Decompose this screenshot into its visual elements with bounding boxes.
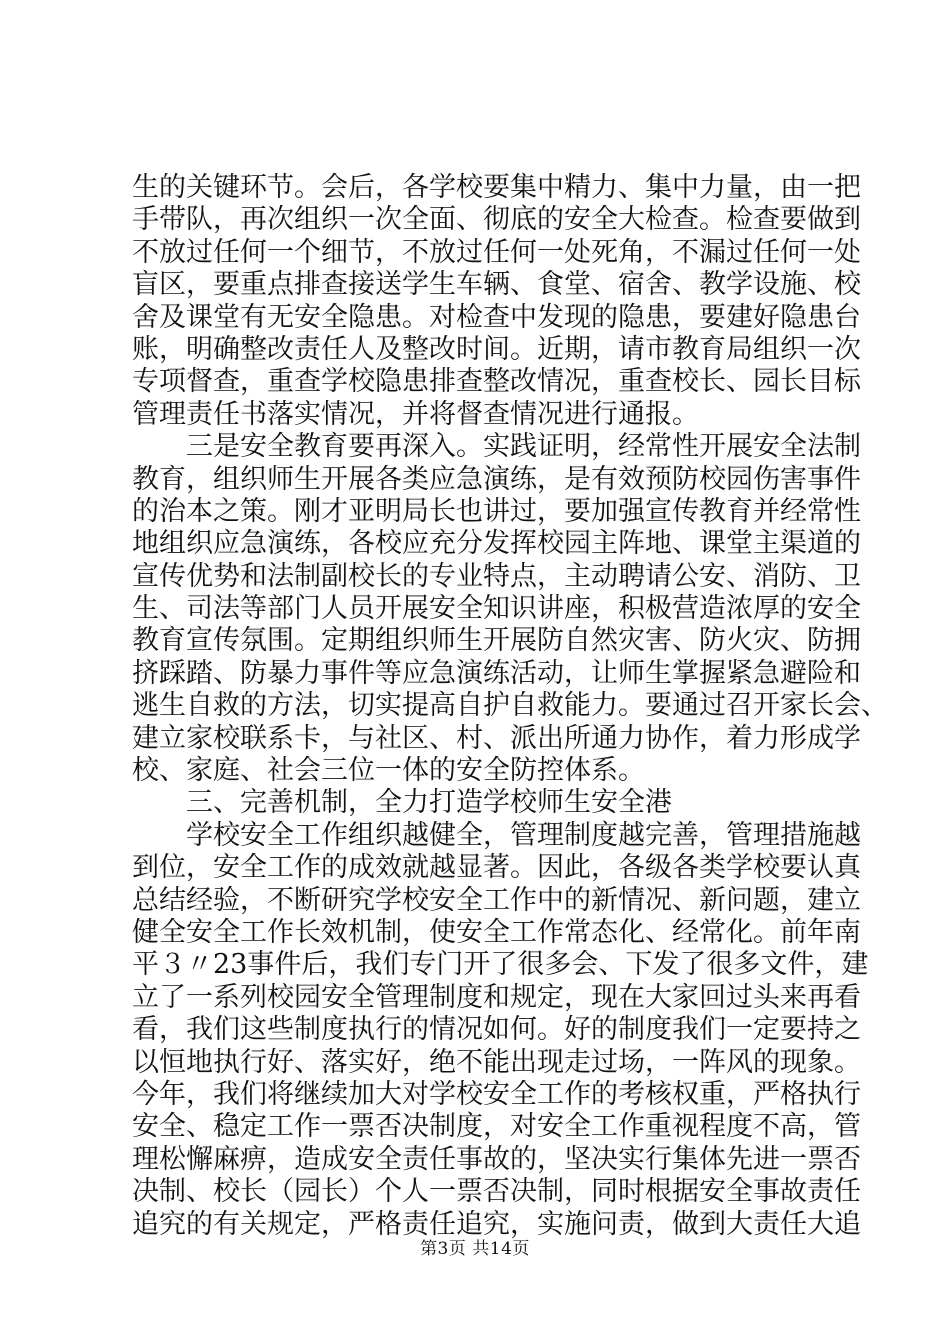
text-line: 挤踩踏、防暴力事件等应急演练活动，让师生掌握紧急避险和: [132, 657, 861, 689]
text-line: 到位，安全工作的成效就越显著。因此，各级各类学校要认真: [132, 852, 861, 884]
text-line: 生的关键环节。会后，各学校要集中精力、集中力量，由一把: [132, 172, 861, 203]
text-line: 平３〃23事件后，我们专门开了很多会、下发了很多文件，建: [132, 949, 869, 981]
text-line: 不放过任何一个细节，不放过任何一处死角，不漏过任何一处: [132, 236, 861, 268]
text-line: 专项督查，重查学校隐患排查整改情况，重查校长、园长目标: [132, 366, 861, 398]
text-line: 教育，组织师生开展各类应急演练，是有效预防校园伤害事件: [132, 463, 861, 495]
text-line: 决制、校长（园长）个人一票否决制，同时根据安全事故责任: [132, 1176, 861, 1208]
text-line: 健全安全工作长效机制，使安全工作常态化、经常化。前年南: [132, 916, 861, 948]
text-line: 舍及课堂有无安全隐患。对检查中发现的隐患，要建好隐患台: [132, 301, 861, 333]
page-footer: 第3页 共14页: [420, 1239, 530, 1259]
text-line: 三、完善机制，全力打造学校师生安全港: [132, 787, 672, 819]
text-line: 的治本之策。刚才亚明局长也讲过，要加强宣传教育并经常性: [132, 495, 861, 527]
document-body: [132, 172, 888, 1241]
text-line: 建立家校联系卡，与社区、村、派出所通力协作，着力形成学: [132, 722, 861, 754]
text-line: 追究的有关规定，严格责任追究，实施问责，做到大责任大追: [132, 1208, 861, 1240]
text-line: 手带队，再次组织一次全面、彻底的安全大检查。检查要做到: [132, 204, 861, 236]
text-line: 看，我们这些制度执行的情况如何。好的制度我们一定要持之: [132, 1014, 861, 1046]
text-line: 校、家庭、社会三位一体的安全防控体系。: [132, 755, 645, 787]
text-line: 总结经验，不断研究学校安全工作中的新情况、新问题，建立: [132, 884, 861, 916]
text-line: 今年，我们将继续加大对学校安全工作的考核权重，严格执行: [132, 1078, 861, 1110]
text-line: 学校安全工作组织越健全，管理制度越完善，管理措施越: [132, 819, 861, 851]
text-line: 生、司法等部门人员开展安全知识讲座，积极营造浓厚的安全: [132, 593, 861, 625]
text-line: 账，明确整改责任人及整改时间。近期，请市教育局组织一次: [132, 333, 861, 365]
text-line: 理松懈麻痹，造成安全责任事故的，坚决实行集体先进一票否: [132, 1143, 861, 1175]
text-line: 盲区，要重点排查接送学生车辆、食堂、宿舍、教学设施、校: [132, 269, 861, 301]
text-line: 逃生自救的方法，切实提高自护自救能力。要通过召开家长会、: [132, 690, 888, 722]
text-line: 管理责任书落实情况，并将督查情况进行通报。: [132, 398, 699, 430]
text-line: 地组织应急演练，各校应充分发挥校园主阵地、课堂主渠道的: [132, 528, 861, 560]
text-line: 宣传优势和法制副校长的专业特点，主动聘请公安、消防、卫: [132, 560, 861, 592]
text-line: 三是安全教育要再深入。实践证明，经常性开展安全法制: [132, 431, 861, 463]
text-line: 教育宣传氛围。定期组织师生开展防自然灾害、防火灾、防拥: [132, 625, 861, 657]
text-line: 以恒地执行好、落实好，绝不能出现走过场，一阵风的现象。: [132, 1046, 861, 1078]
text-line: 立了一系列校园安全管理制度和规定，现在大家回过头来再看: [132, 981, 861, 1013]
text-line: 安全、稳定工作一票否决制度，对安全工作重视程度不高，管: [132, 1111, 861, 1143]
